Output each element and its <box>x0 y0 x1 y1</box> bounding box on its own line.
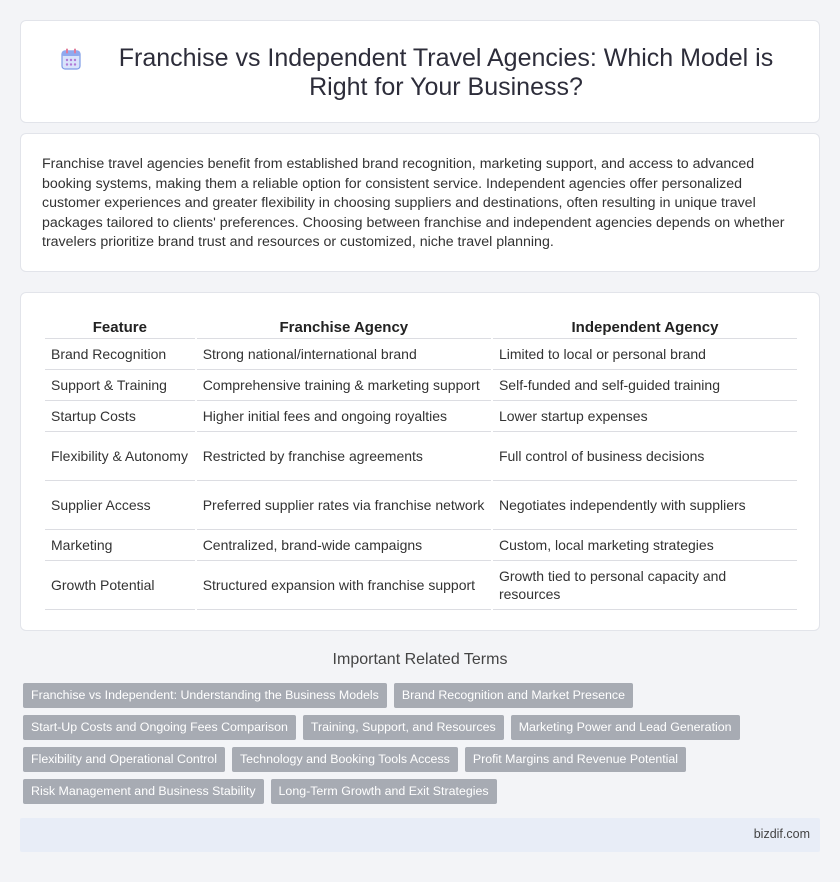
tag-row <box>23 715 823 740</box>
header-franchise: Franchise Agency <box>197 315 491 339</box>
tag-link[interactable]: Training, Support, and Resources <box>303 715 504 740</box>
site-link[interactable]: bizdif.com <box>753 827 810 841</box>
tag-row <box>23 779 823 804</box>
feature-cell: Support & Training <box>45 370 195 401</box>
related-terms-tags <box>23 683 823 811</box>
table-row <box>45 339 797 370</box>
intro-card <box>20 133 820 272</box>
feature-cell: Supplier Access <box>45 481 195 530</box>
title-card <box>20 20 820 123</box>
tag-link[interactable]: Flexibility and Operational Control <box>23 747 225 772</box>
feature-cell: Marketing <box>45 530 195 561</box>
table-row <box>45 432 797 481</box>
tag-row <box>23 747 823 772</box>
header-independent: Independent Agency <box>493 315 797 339</box>
tag-row <box>23 683 823 708</box>
tag-link[interactable]: Profit Margins and Revenue Potential <box>465 747 686 772</box>
feature-cell: Brand Recognition <box>45 339 195 370</box>
table-row <box>45 370 797 401</box>
tag-link[interactable]: Long-Term Growth and Exit Strategies <box>271 779 497 804</box>
intro-paragraph: Franchise travel agencies benefit from established brand recognition, marketing support, and access to advanced booking systems, making them a reliable option for consistent service. Independent agencies offer personalized customer experiences and greater flexibility in choosing suppliers and destinations, often resulting in unique travel packages tailored to clients' preferences. Choosing between franchise and independent agencies depends on whether travelers prioritize brand trust and resources or customized, niche travel planning. <box>42 156 785 251</box>
independent-cell: Full control of business decisions <box>493 432 797 481</box>
feature-cell: Startup Costs <box>45 401 195 432</box>
header-feature: Feature <box>45 315 195 339</box>
tag-link[interactable]: Marketing Power and Lead Generation <box>511 715 740 740</box>
tag-link[interactable]: Technology and Booking Tools Access <box>232 747 458 772</box>
independent-cell: Lower startup expenses <box>493 401 797 432</box>
franchise-cell: Structured expansion with franchise support <box>197 561 491 610</box>
related-terms-title: Important Related Terms <box>332 651 508 668</box>
tag-link[interactable]: Franchise vs Independent: Understanding the Business Models <box>23 683 387 708</box>
table-row <box>45 561 797 610</box>
independent-cell: Growth tied to personal capacity and resources <box>493 561 797 610</box>
tag-link[interactable]: Brand Recognition and Market Presence <box>394 683 633 708</box>
independent-cell: Limited to local or personal brand <box>493 339 797 370</box>
feature-cell: Growth Potential <box>45 561 195 610</box>
comparison-table <box>43 315 799 610</box>
franchise-cell: Centralized, brand-wide campaigns <box>197 530 491 561</box>
tag-link[interactable]: Start-Up Costs and Ongoing Fees Comparison <box>23 715 296 740</box>
franchise-cell: Higher initial fees and ongoing royalties <box>197 401 491 432</box>
independent-cell: Self-funded and self-guided training <box>493 370 797 401</box>
table-row <box>45 401 797 432</box>
table-header-row <box>45 315 797 339</box>
independent-cell: Negotiates independently with suppliers <box>493 481 797 530</box>
footer <box>20 818 820 852</box>
franchise-cell: Strong national/international brand <box>197 339 491 370</box>
table-row <box>45 530 797 561</box>
tag-link[interactable]: Risk Management and Business Stability <box>23 779 264 804</box>
franchise-cell: Preferred supplier rates via franchise network <box>197 481 491 530</box>
franchise-cell: Comprehensive training & marketing support <box>197 370 491 401</box>
independent-cell: Custom, local marketing strategies <box>493 530 797 561</box>
comparison-card <box>20 292 820 631</box>
table-row <box>45 481 797 530</box>
franchise-cell: Restricted by franchise agreements <box>197 432 491 481</box>
page-title: Franchise vs Independent Travel Agencies: Which Model is Right for Your Business? <box>118 44 774 101</box>
feature-cell: Flexibility & Autonomy <box>45 432 195 481</box>
